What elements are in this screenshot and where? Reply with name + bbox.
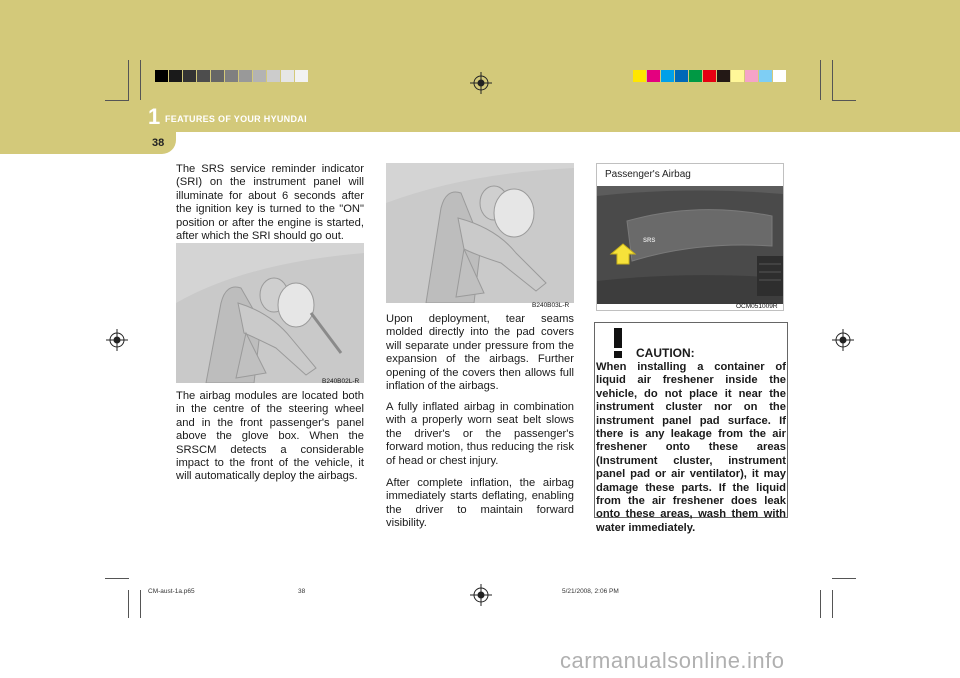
color-swatch: [183, 70, 196, 82]
color-swatch: [773, 70, 786, 82]
crop-mark: [128, 60, 129, 100]
color-swatch: [689, 70, 702, 82]
registration-mark-icon: [470, 72, 492, 94]
exclamation-warning-icon: [603, 326, 633, 360]
color-swatch: [675, 70, 688, 82]
color-swatch: [281, 70, 294, 82]
color-swatch: [225, 70, 238, 82]
crop-mark: [832, 60, 833, 100]
deployment-paragraph: Upon deployment, tear seams molded directly into the pad covers will separate under pressure from the expansion of the airbags. Further opening of the covers then allows full inflation of the airbags.: [386, 313, 574, 393]
crop-mark: [832, 590, 833, 618]
crop-mark: [820, 60, 821, 100]
color-swatch: [267, 70, 280, 82]
footer-file-name: CM-aust-1a.p65: [148, 588, 195, 595]
color-swatch: [647, 70, 660, 82]
page-number-tab: [0, 132, 176, 154]
color-swatch: [661, 70, 674, 82]
color-swatch: [169, 70, 182, 82]
color-swatch: [239, 70, 252, 82]
srs-label: SRS: [643, 238, 656, 244]
crop-mark: [140, 590, 141, 618]
color-swatch: [759, 70, 772, 82]
crop-mark: [128, 590, 129, 618]
footer-date: 5/21/2008, 2:06 PM: [562, 588, 619, 595]
watermark: carmanualsonline.info: [560, 648, 785, 673]
registration-mark-icon: [832, 329, 854, 351]
chapter-title: FEATURES OF YOUR HYUNDAI: [165, 114, 307, 124]
color-swatch: [197, 70, 210, 82]
crop-mark: [832, 578, 856, 579]
figure-title: Passenger's Airbag: [605, 169, 691, 180]
caution-text: When installing a container of liquid air freshener inside the vehicle, do not place it near the instrument cluster nor on the instrument panel pad surface. If there is any leakage from the air freshener onto these areas (Instrument cluster, instrument panel pad or air ventilator), it may damage these parts. If the liquid from the air freshener does leak onto these areas, wash them with water immediately.: [596, 361, 786, 534]
inflation-paragraph: A fully inflated airbag in combination with a properly worn seat belt slows the driver's or the passenger's forward motion, thus reducing the risk of head or chest injury.: [386, 401, 574, 467]
chapter-number: 1: [148, 104, 161, 129]
color-swatch: [633, 70, 646, 82]
dashboard-figure-frame: [596, 163, 784, 311]
driver-airbag-figure: [176, 243, 364, 383]
sri-paragraph: The SRS service reminder indicator (SRI) on the instrument panel will illuminate for about 6 seconds after the ignition key is turned to the "ON" position or after the engine is started, after which the SRI should go out.: [176, 163, 364, 243]
figure-code: B240B03L-R: [532, 302, 570, 309]
gray-color-bar: [155, 70, 309, 82]
crop-mark: [140, 60, 141, 100]
registration-mark-icon: [470, 584, 492, 606]
color-swatch: [745, 70, 758, 82]
figure-code: B240B02L-R: [322, 378, 360, 385]
color-swatch: [295, 70, 308, 82]
process-color-bar: [633, 70, 787, 82]
color-swatch: [717, 70, 730, 82]
page-number: 38: [152, 137, 165, 149]
airbag-modules-paragraph: The airbag modules are located both in the centre of the steering wheel and in the front passenger's panel above the glove box. When the SRSCM detects a considerable impact to the front of the vehicle, it will automatically deploy the airbags.: [176, 390, 364, 483]
color-swatch: [155, 70, 168, 82]
figure-code: OCM051009R: [736, 303, 778, 310]
registration-mark-icon: [106, 329, 128, 351]
crop-mark: [105, 578, 129, 579]
header-band: [0, 0, 960, 132]
crop-mark: [105, 100, 129, 101]
deflation-paragraph: After complete inflation, the airbag immediately starts deflating, enabling the driver to maintain forward visibility.: [386, 477, 574, 530]
passenger-airbag-figure: [386, 163, 574, 303]
footer-page: 38: [298, 588, 306, 595]
crop-mark: [832, 100, 856, 101]
caution-title: CAUTION:: [636, 346, 695, 360]
color-swatch: [253, 70, 266, 82]
crop-mark: [820, 590, 821, 618]
dashboard-panel-illustration: [597, 186, 783, 304]
color-swatch: [211, 70, 224, 82]
color-swatch: [731, 70, 744, 82]
color-swatch: [703, 70, 716, 82]
